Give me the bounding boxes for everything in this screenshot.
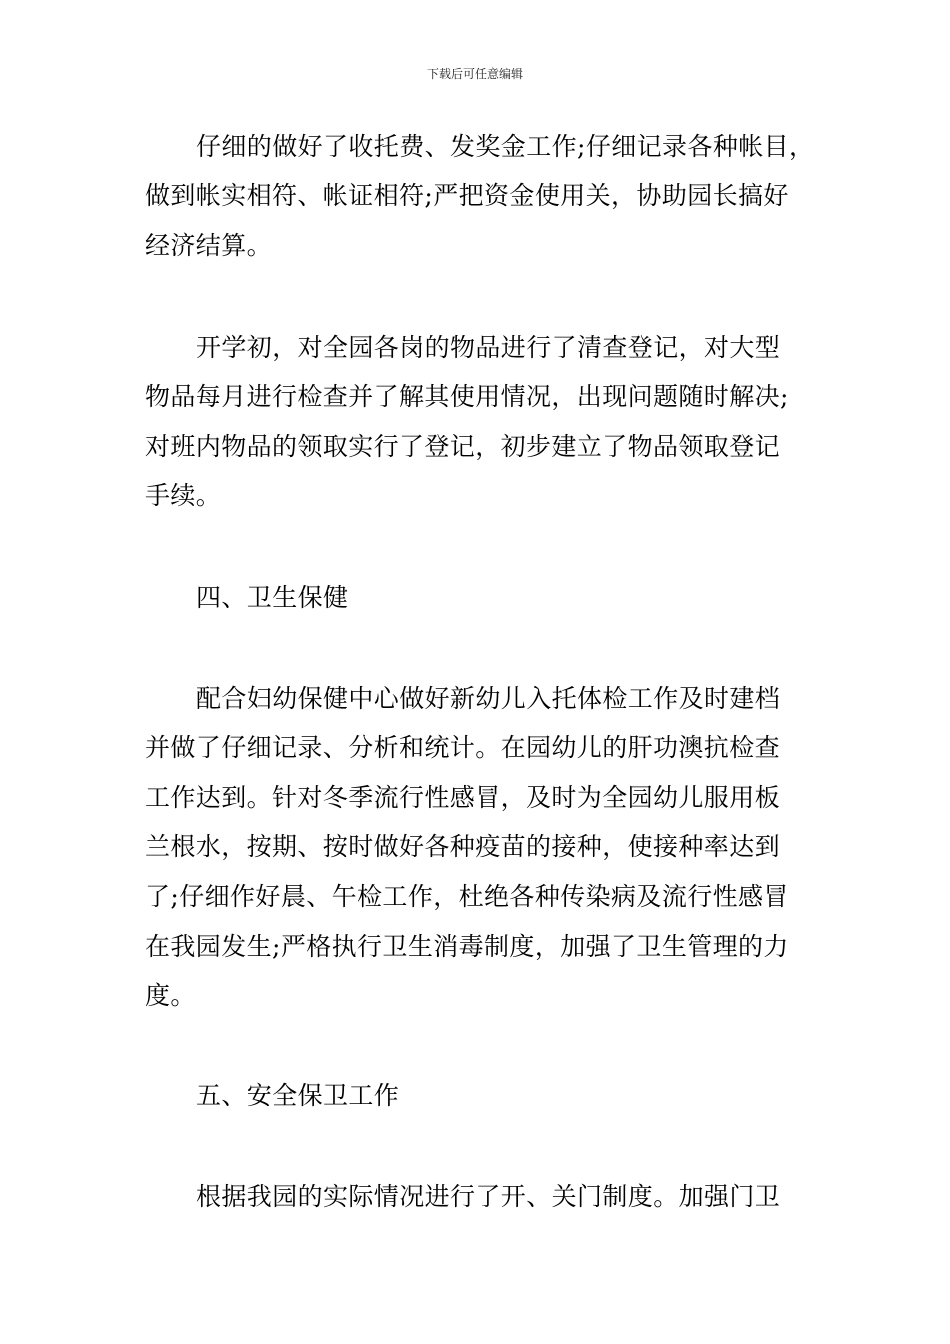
- paragraph-line: 兰根水，按期、按时做好各种疫苗的接种，使接种率达到: [145, 832, 781, 861]
- paragraph-line: 手续。: [145, 481, 222, 510]
- paragraph-line: 配合妇幼保健中心做好新幼儿入托体检工作及时建档: [196, 684, 781, 713]
- section-heading: 四、卫生保健: [196, 583, 349, 612]
- paragraph-line: 仔细的做好了收托费、发奖金工作;仔细记录各种帐目，: [196, 132, 815, 161]
- paragraph-line: 根据我园的实际情况进行了开、关门制度。加强门卫: [196, 1182, 781, 1211]
- header-note: 下载后可任意编辑: [426, 67, 523, 81]
- paragraph-line: 了;仔细作好晨、午检工作，杜绝各种传染病及流行性感冒: [145, 882, 789, 911]
- paragraph-line: 物品每月进行检查并了解其使用情况，出现问题随时解决;: [145, 382, 789, 411]
- paragraph-line: 做到帐实相符、帐证相符;严把资金使用关，协助园长搞好: [145, 181, 789, 210]
- paragraph-line: 经济结算。: [145, 231, 273, 260]
- paragraph-line: 度。: [145, 981, 196, 1010]
- paragraph-line: 开学初，对全园各岗的物品进行了清查登记，对大型: [196, 333, 781, 362]
- paragraph-line: 工作达到。针对冬季流行性感冒，及时为全园幼儿服用板: [145, 783, 781, 812]
- section-heading: 五、安全保卫工作: [196, 1081, 400, 1110]
- paragraph-line: 在我园发生;严格执行卫生消毒制度，加强了卫生管理的力: [145, 932, 789, 961]
- paragraph-line: 对班内物品的领取实行了登记，初步建立了物品领取登记: [145, 432, 781, 461]
- paragraph-line: 并做了仔细记录、分析和统计。在园幼儿的肝功澳抗检查: [145, 733, 781, 762]
